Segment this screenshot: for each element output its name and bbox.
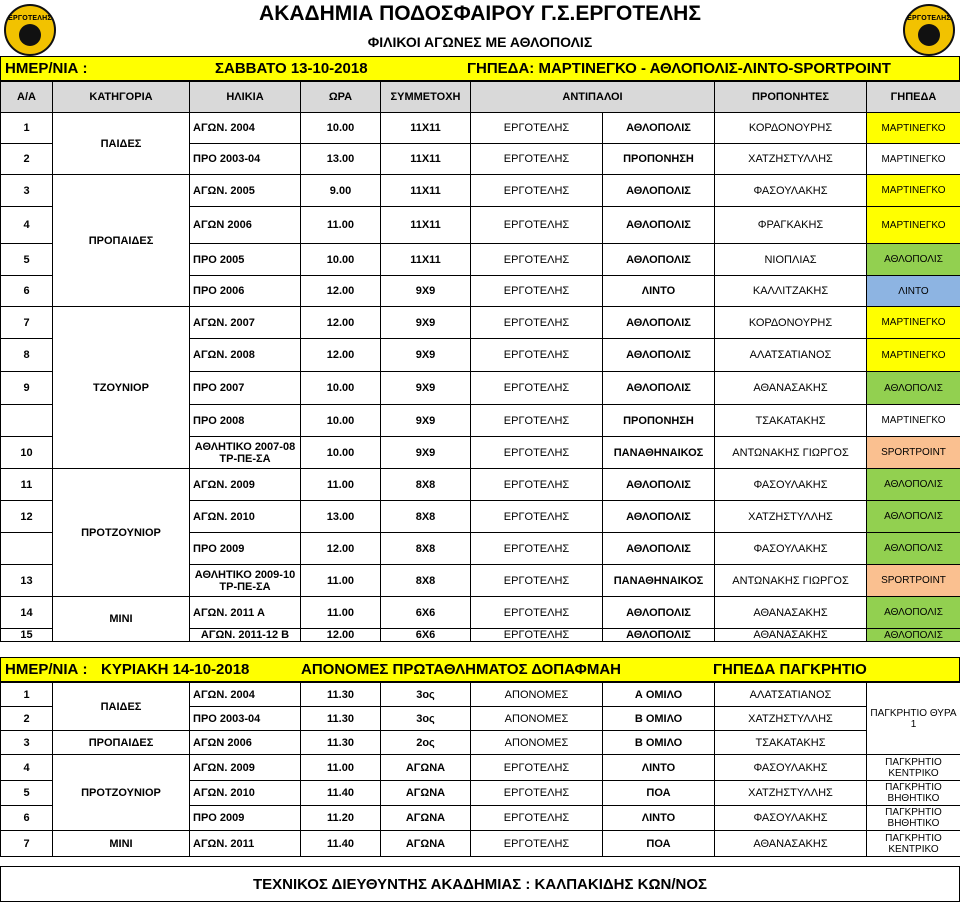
time-cell: 12.00 [301, 533, 381, 565]
team-cell: ΕΡΓΟΤΕΛΗΣ [471, 207, 603, 244]
opponent-cell: ΠΟΑ [603, 831, 715, 857]
field-cell: ΜΑΡΤΙΝΕΓΚΟ [867, 113, 960, 144]
row-number: 7 [1, 307, 53, 339]
time-cell: 11.00 [301, 565, 381, 597]
field-cell: ΜΑΡΤΙΝΕΓΚΟ [867, 405, 960, 437]
coach-cell: ΦΑΣΟΥΛΑΚΗΣ [715, 755, 867, 781]
format-cell: ΑΓΩΝΑ [381, 755, 471, 781]
team-cell: ΕΡΓΟΤΕΛΗΣ [471, 437, 603, 469]
age-cell: ΠΡΟ 2009 [190, 806, 301, 831]
table-row [1, 755, 960, 781]
row-number: 3 [1, 175, 53, 207]
row-number: 8 [1, 339, 53, 372]
time-cell: 12.00 [301, 629, 381, 642]
coach-cell: ΦΡΑΓΚΑΚΗΣ [715, 207, 867, 244]
row-number: 11 [1, 469, 53, 501]
format-cell: ΑΓΩΝΑ [381, 806, 471, 831]
team-cell: ΕΡΓΟΤΕΛΗΣ [471, 501, 603, 533]
logo-emblem-icon [918, 24, 940, 46]
age-cell: ΑΓΩΝ. 2008 [190, 339, 301, 372]
day2-date: ΚΥΡΙΑΚΗ 14-10-2018 [101, 661, 250, 678]
row-number: 10 [1, 437, 53, 469]
time-cell: 13.00 [301, 144, 381, 175]
coach-cell: ΚΟΡΔΟΝΟΥΡΗΣ [715, 307, 867, 339]
age-cell: ΠΡΟ 2003-04 [190, 707, 301, 731]
age-cell: ΠΡΟ 2009 [190, 533, 301, 565]
field-cell: ΑΘΛΟΠΟΛΙΣ [867, 597, 960, 629]
footer-director: ΤΕΧΝΙΚΟΣ ΔΙΕΥΘΥΝΤΗΣ ΑΚΑΔΗΜΙΑΣ : ΚΑΛΠΑΚΙΔΗΣ ΚΩΝ/ΝΟΣ [0, 866, 960, 902]
opponent-cell: Α ΟΜΙΛΟ [603, 683, 715, 707]
table-row [1, 307, 960, 339]
format-cell: 11Χ11 [381, 144, 471, 175]
team-cell: ΕΡΓΟΤΕΛΗΣ [471, 405, 603, 437]
day2-event: ΑΠΟΝΟΜΕΣ ΠΡΩΤΑΘΛΗΜΑΤΟΣ ΔΟΠΑΦΜΑΗ [301, 661, 621, 678]
row-number [1, 405, 53, 437]
club-logo [903, 4, 955, 56]
category-cell: ΠΡΟΠΑΙΔΕΣ [53, 731, 190, 755]
team-cell: ΕΡΓΟΤΕΛΗΣ [471, 806, 603, 831]
day2-schedule-table [0, 682, 960, 857]
category-cell: ΠΑΙΔΕΣ [53, 113, 190, 175]
day2-banner [0, 657, 960, 682]
age-cell: ΑΘΛΗΤΙΚΟ 2009-10 ΤΡ-ΠΕ-ΣΑ [190, 565, 301, 597]
opponent-cell: ΑΘΛΟΠΟΛΙΣ [603, 207, 715, 244]
format-cell: ΑΓΩΝΑ [381, 831, 471, 857]
field-cell: ΑΘΛΟΠΟΛΙΣ [867, 533, 960, 565]
coach-cell: ΧΑΤΖΗΣΤΥΛΛΗΣ [715, 144, 867, 175]
coach-cell: ΦΑΣΟΥΛΑΚΗΣ [715, 175, 867, 207]
age-cell: ΠΡΟ 2008 [190, 405, 301, 437]
table-row [1, 831, 960, 857]
team-cell: ΕΡΓΟΤΕΛΗΣ [471, 469, 603, 501]
category-cell: ΠΡΟΤΖΟΥΝΙΟΡ [53, 755, 190, 831]
field-cell: ΠΑΓΚΡΗΤΙΟ ΒΗΘΗΤΙΚΟ [867, 781, 960, 806]
team-cell: ΕΡΓΟΤΕΛΗΣ [471, 276, 603, 307]
age-cell: ΑΓΩΝ. 2005 [190, 175, 301, 207]
age-cell: ΑΓΩΝ. 2010 [190, 501, 301, 533]
format-cell: 9Χ9 [381, 307, 471, 339]
time-cell: 11.20 [301, 806, 381, 831]
logo-emblem-icon [19, 24, 41, 46]
row-number: 2 [1, 144, 53, 175]
coach-cell: ΦΑΣΟΥΛΑΚΗΣ [715, 806, 867, 831]
day2-date-label: ΗΜΕΡ/ΝΙΑ : [5, 661, 88, 678]
age-cell: ΑΓΩΝ 2006 [190, 731, 301, 755]
format-cell: 3ος [381, 707, 471, 731]
time-cell: 10.00 [301, 244, 381, 276]
col-format: ΣΥΜΜΕΤΟΧΗ [381, 82, 471, 113]
table-row [1, 113, 960, 144]
format-cell: 2ος [381, 731, 471, 755]
table-row [1, 597, 960, 629]
opponent-cell: Β ΟΜΙΛΟ [603, 731, 715, 755]
row-number: 2 [1, 707, 53, 731]
coach-cell: ΧΑΤΖΗΣΤΥΛΛΗΣ [715, 501, 867, 533]
team-cell: ΕΡΓΟΤΕΛΗΣ [471, 372, 603, 405]
coach-cell: ΑΝΤΩΝΑΚΗΣ ΓΙΩΡΓΟΣ [715, 437, 867, 469]
field-cell: SPORTPOINT [867, 437, 960, 469]
col-coaches: ΠΡΟΠΟΝΗΤΕΣ [715, 82, 867, 113]
format-cell: 11Χ11 [381, 113, 471, 144]
coach-cell: ΑΛΑΤΣΑΤΙΑΝΟΣ [715, 683, 867, 707]
team-cell: ΕΡΓΟΤΕΛΗΣ [471, 781, 603, 806]
row-number: 1 [1, 683, 53, 707]
opponent-cell: ΑΘΛΟΠΟΛΙΣ [603, 629, 715, 642]
format-cell: 8Χ8 [381, 501, 471, 533]
format-cell: 11Χ11 [381, 175, 471, 207]
coach-cell: ΑΝΤΩΝΑΚΗΣ ΓΙΩΡΓΟΣ [715, 565, 867, 597]
coach-cell: ΑΛΑΤΣΑΤΙΑΝΟΣ [715, 339, 867, 372]
time-cell: 13.00 [301, 501, 381, 533]
row-number: 7 [1, 831, 53, 857]
row-number: 5 [1, 244, 53, 276]
row-number: 13 [1, 565, 53, 597]
team-cell: ΕΡΓΟΤΕΛΗΣ [471, 244, 603, 276]
field-cell: ΑΘΛΟΠΟΛΙΣ [867, 372, 960, 405]
row-number: 4 [1, 755, 53, 781]
opponent-cell: ΠΑΝΑΘΗΝΑΙΚΟΣ [603, 565, 715, 597]
field-cell: ΜΑΡΤΙΝΕΓΚΟ [867, 339, 960, 372]
time-cell: 9.00 [301, 175, 381, 207]
logo-text: ΕΡΓΟΤΕΛΗΣ [907, 14, 951, 22]
category-cell: ΠΡΟΠΑΙΔΕΣ [53, 175, 190, 307]
row-number: 14 [1, 597, 53, 629]
opponent-cell: ΠΟΑ [603, 781, 715, 806]
field-cell: ΠΑΓΚΡΗΤΙΟ ΘΥΡΑ 1 [867, 683, 960, 755]
col-fields: ΓΗΠΕΔΑ [867, 82, 960, 113]
team-cell: ΕΡΓΟΤΕΛΗΣ [471, 597, 603, 629]
field-cell: ΜΑΡΤΙΝΕΓΚΟ [867, 307, 960, 339]
day2-fields: ΓΗΠΕΔΑ ΠΑΓΚΡΗΤΙΟ [713, 661, 867, 678]
opponent-cell: ΠΡΟΠΟΝΗΣΗ [603, 144, 715, 175]
time-cell: 11.40 [301, 781, 381, 806]
category-cell: ΤΖΟΥΝΙΟΡ [53, 307, 190, 469]
coach-cell: ΦΑΣΟΥΛΑΚΗΣ [715, 469, 867, 501]
age-cell: ΑΓΩΝ. 2010 [190, 781, 301, 806]
time-cell: 10.00 [301, 405, 381, 437]
day1-date: ΣΑΒΒΑΤΟ 13-10-2018 [215, 60, 368, 77]
coach-cell: ΚΑΛΛΙΤΖΑΚΗΣ [715, 276, 867, 307]
age-cell: ΑΓΩΝ 2006 [190, 207, 301, 244]
format-cell: 11Χ11 [381, 244, 471, 276]
team-cell: ΑΠΟΝΟΜΕΣ [471, 707, 603, 731]
category-cell: ΠΡΟΤΖΟΥΝΙΟΡ [53, 469, 190, 597]
time-cell: 12.00 [301, 276, 381, 307]
opponent-cell: ΠΡΟΠΟΝΗΣΗ [603, 405, 715, 437]
field-cell: ΑΘΛΟΠΟΛΙΣ [867, 629, 960, 642]
row-number: 1 [1, 113, 53, 144]
age-cell: ΠΡΟ 2007 [190, 372, 301, 405]
age-cell: ΑΓΩΝ. 2011 [190, 831, 301, 857]
coach-cell: ΑΘΑΝΑΣΑΚΗΣ [715, 597, 867, 629]
row-number: 5 [1, 781, 53, 806]
format-cell: 9Χ9 [381, 372, 471, 405]
format-cell: 9Χ9 [381, 405, 471, 437]
format-cell: 6Χ6 [381, 629, 471, 642]
coach-cell: ΑΘΑΝΑΣΑΚΗΣ [715, 372, 867, 405]
coach-cell: ΑΘΑΝΑΣΑΚΗΣ [715, 629, 867, 642]
category-cell: ΜΙΝΙ [53, 831, 190, 857]
field-cell: ΑΘΛΟΠΟΛΙΣ [867, 469, 960, 501]
time-cell: 10.00 [301, 372, 381, 405]
opponent-cell: ΑΘΛΟΠΟΛΙΣ [603, 469, 715, 501]
col-time: ΩΡΑ [301, 82, 381, 113]
time-cell: 11.00 [301, 207, 381, 244]
age-cell: ΠΡΟ 2005 [190, 244, 301, 276]
format-cell: ΑΓΩΝΑ [381, 781, 471, 806]
team-cell: ΕΡΓΟΤΕΛΗΣ [471, 339, 603, 372]
row-number: 6 [1, 276, 53, 307]
row-number: 4 [1, 207, 53, 244]
time-cell: 10.00 [301, 113, 381, 144]
format-cell: 9Χ9 [381, 339, 471, 372]
field-cell: ΛΙΝΤΟ [867, 276, 960, 307]
opponent-cell: ΑΘΛΟΠΟΛΙΣ [603, 307, 715, 339]
category-cell: ΜΙΝΙ [53, 597, 190, 642]
age-cell: ΑΓΩΝ. 2004 [190, 113, 301, 144]
col-opponents: ΑΝΤΙΠΑΛΟΙ [471, 82, 715, 113]
opponent-cell: ΑΘΛΟΠΟΛΙΣ [603, 597, 715, 629]
time-cell: 11.00 [301, 469, 381, 501]
opponent-cell: Β ΟΜΙΛΟ [603, 707, 715, 731]
team-cell: ΕΡΓΟΤΕΛΗΣ [471, 533, 603, 565]
opponent-cell: ΑΘΛΟΠΟΛΙΣ [603, 339, 715, 372]
time-cell: 11.30 [301, 683, 381, 707]
col-category: ΚΑΤΗΓΟΡΙΑ [53, 82, 190, 113]
opponent-cell: ΛΙΝΤΟ [603, 806, 715, 831]
field-cell: ΠΑΓΚΡΗΤΙΟ ΒΗΘΗΤΙΚΟ [867, 806, 960, 831]
row-number: 12 [1, 501, 53, 533]
opponent-cell: ΑΘΛΟΠΟΛΙΣ [603, 175, 715, 207]
table-row [1, 175, 960, 207]
field-cell: ΜΑΡΤΙΝΕΓΚΟ [867, 175, 960, 207]
format-cell: 8Χ8 [381, 533, 471, 565]
team-cell: ΕΡΓΟΤΕΛΗΣ [471, 175, 603, 207]
age-cell: ΑΓΩΝ. 2011-12 Β [190, 629, 301, 642]
page-subtitle: ΦΙΛΙΚΟΙ ΑΓΩΝΕΣ ΜΕ ΑΘΛΟΠΟΛΙΣ [367, 34, 593, 50]
logo-text: ΕΡΓΟΤΕΛΗΣ [8, 14, 52, 22]
field-cell: SPORTPOINT [867, 565, 960, 597]
opponent-cell: ΛΙΝΤΟ [603, 276, 715, 307]
time-cell: 11.30 [301, 731, 381, 755]
coach-cell: ΑΘΑΝΑΣΑΚΗΣ [715, 831, 867, 857]
age-cell: ΑΓΩΝ. 2004 [190, 683, 301, 707]
opponent-cell: ΑΘΛΟΠΟΛΙΣ [603, 244, 715, 276]
format-cell: 8Χ8 [381, 565, 471, 597]
field-cell: ΜΑΡΤΙΝΕΓΚΟ [867, 207, 960, 244]
age-cell: ΑΘΛΗΤΙΚΟ 2007-08 ΤΡ-ΠΕ-ΣΑ [190, 437, 301, 469]
table-row [1, 469, 960, 501]
time-cell: 10.00 [301, 437, 381, 469]
coach-cell: ΤΣΑΚΑΤΑΚΗΣ [715, 405, 867, 437]
category-cell: ΠΑΙΔΕΣ [53, 683, 190, 731]
coach-cell: ΤΣΑΚΑΤΑΚΗΣ [715, 731, 867, 755]
time-cell: 11.00 [301, 597, 381, 629]
table-header-row [1, 82, 960, 113]
time-cell: 11.40 [301, 831, 381, 857]
day1-banner [0, 56, 960, 81]
team-cell: ΕΡΓΟΤΕΛΗΣ [471, 755, 603, 781]
coach-cell: ΚΟΡΔΟΝΟΥΡΗΣ [715, 113, 867, 144]
coach-cell: ΧΑΤΖΗΣΤΥΛΛΗΣ [715, 707, 867, 731]
time-cell: 11.30 [301, 707, 381, 731]
opponent-cell: ΠΑΝΑΘΗΝΑΙΚΟΣ [603, 437, 715, 469]
format-cell: 8Χ8 [381, 469, 471, 501]
field-cell: ΠΑΓΚΡΗΤΙΟ ΚΕΝΤΡΙΚΟ [867, 831, 960, 857]
format-cell: 6Χ6 [381, 597, 471, 629]
coach-cell: ΧΑΤΖΗΣΤΥΛΛΗΣ [715, 781, 867, 806]
time-cell: 11.00 [301, 755, 381, 781]
age-cell: ΠΡΟ 2003-04 [190, 144, 301, 175]
opponent-cell: ΑΘΛΟΠΟΛΙΣ [603, 113, 715, 144]
field-cell: ΑΘΛΟΠΟΛΙΣ [867, 501, 960, 533]
day1-date-label: ΗΜΕΡ/ΝΙΑ : [5, 60, 88, 77]
age-cell: ΠΡΟ 2006 [190, 276, 301, 307]
table-row [1, 731, 960, 755]
time-cell: 12.00 [301, 339, 381, 372]
row-number: 6 [1, 806, 53, 831]
row-number [1, 533, 53, 565]
time-cell: 12.00 [301, 307, 381, 339]
coach-cell: ΝΙΟΠΛΙΑΣ [715, 244, 867, 276]
age-cell: ΑΓΩΝ. 2007 [190, 307, 301, 339]
field-cell: ΑΘΛΟΠΟΛΙΣ [867, 244, 960, 276]
format-cell: 9Χ9 [381, 437, 471, 469]
team-cell: ΑΠΟΝΟΜΕΣ [471, 731, 603, 755]
age-cell: ΑΓΩΝ. 2009 [190, 755, 301, 781]
team-cell: ΑΠΟΝΟΜΕΣ [471, 683, 603, 707]
opponent-cell: ΑΘΛΟΠΟΛΙΣ [603, 533, 715, 565]
col-aa: Α/Α [1, 82, 53, 113]
opponent-cell: ΛΙΝΤΟ [603, 755, 715, 781]
age-cell: ΑΓΩΝ. 2009 [190, 469, 301, 501]
row-number: 9 [1, 372, 53, 405]
page-title: ΑΚΑΔΗΜΙΑ ΠΟΔΟΣΦΑΙΡΟΥ Γ.Σ.ΕΡΓΟΤΕΛΗΣ [259, 2, 701, 25]
col-age: ΗΛΙΚΙΑ [190, 82, 301, 113]
format-cell: 3ος [381, 683, 471, 707]
team-cell: ΕΡΓΟΤΕΛΗΣ [471, 113, 603, 144]
team-cell: ΕΡΓΟΤΕΛΗΣ [471, 629, 603, 642]
team-cell: ΕΡΓΟΤΕΛΗΣ [471, 144, 603, 175]
opponent-cell: ΑΘΛΟΠΟΛΙΣ [603, 372, 715, 405]
team-cell: ΕΡΓΟΤΕΛΗΣ [471, 831, 603, 857]
field-cell: ΠΑΓΚΡΗΤΙΟ ΚΕΝΤΡΙΚΟ [867, 755, 960, 781]
team-cell: ΕΡΓΟΤΕΛΗΣ [471, 565, 603, 597]
day1-schedule-table [0, 81, 960, 642]
age-cell: ΑΓΩΝ. 2011 Α [190, 597, 301, 629]
format-cell: 11Χ11 [381, 207, 471, 244]
row-number: 15 [1, 629, 53, 642]
club-logo [4, 4, 56, 56]
team-cell: ΕΡΓΟΤΕΛΗΣ [471, 307, 603, 339]
field-cell: ΜΑΡΤΙΝΕΓΚΟ [867, 144, 960, 175]
coach-cell: ΦΑΣΟΥΛΑΚΗΣ [715, 533, 867, 565]
table-row [1, 683, 960, 707]
row-number: 3 [1, 731, 53, 755]
opponent-cell: ΑΘΛΟΠΟΛΙΣ [603, 501, 715, 533]
format-cell: 9Χ9 [381, 276, 471, 307]
day1-fields: ΓΗΠΕΔΑ: ΜΑΡΤΙΝΕΓΚΟ - ΑΘΛΟΠΟΛΙΣ-ΛΙΝΤΟ-SPORTPOINT [467, 60, 891, 77]
